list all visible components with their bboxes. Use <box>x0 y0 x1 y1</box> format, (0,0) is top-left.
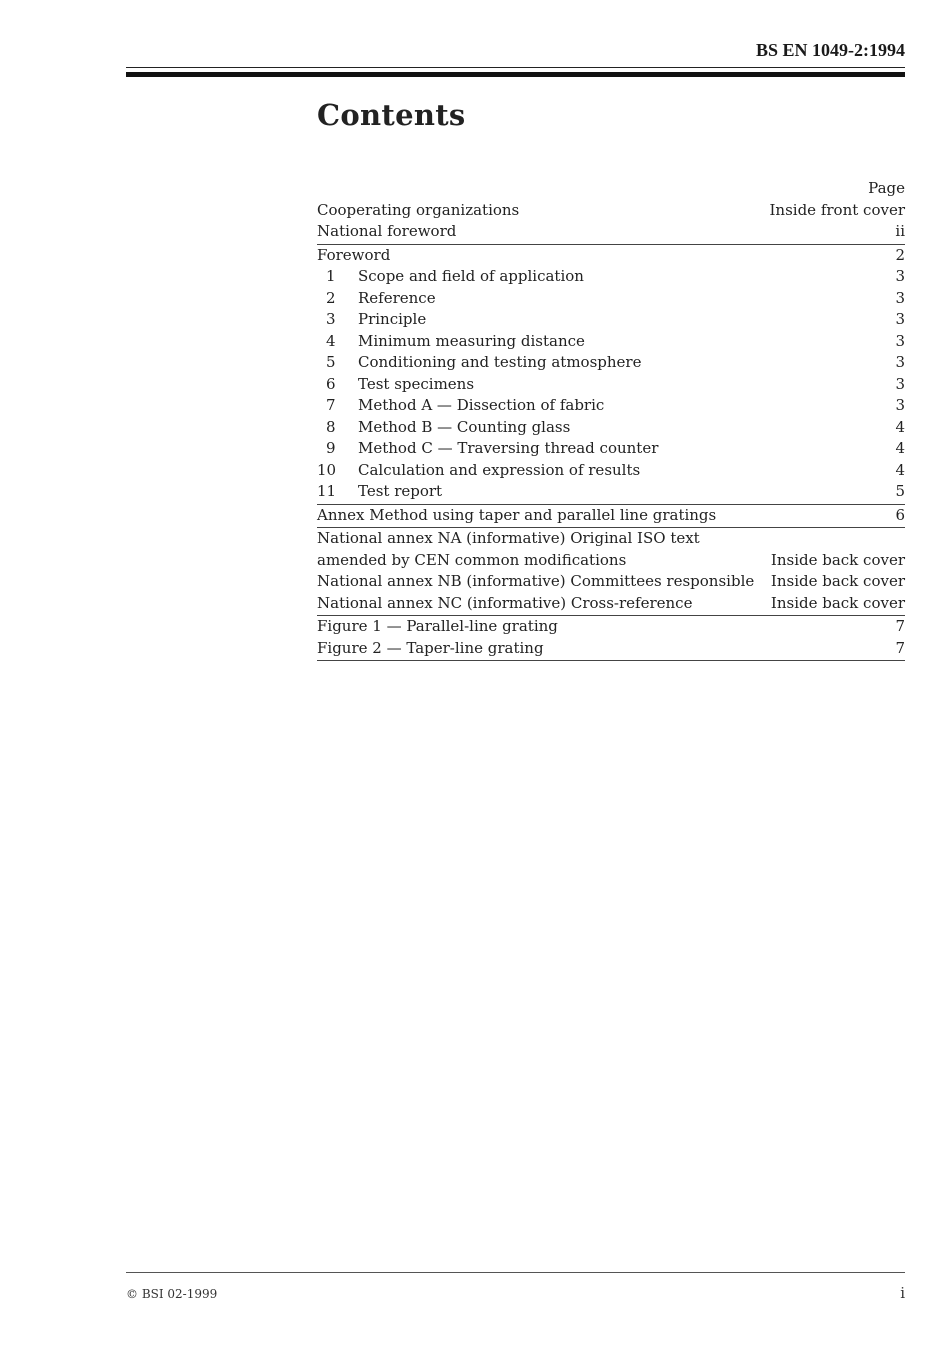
clause-title: Calculation and expression of results <box>358 460 641 479</box>
toc-entry-page: Inside back cover <box>770 572 905 590</box>
toc-entry-label: National annex NB (informative) Committees responsible <box>317 572 755 590</box>
toc-entry-page: Inside front cover <box>769 200 905 219</box>
toc-entry-clause[interactable] <box>317 417 905 439</box>
toc-entry-figure-2[interactable] <box>317 638 905 660</box>
clause-list <box>317 266 905 503</box>
toc-entry-label: Figure 1 — Parallel-line grating <box>317 617 558 635</box>
toc-entry-clause[interactable] <box>317 481 905 503</box>
toc-entry-clause[interactable] <box>317 331 905 353</box>
toc-entry-page: Inside back cover <box>770 550 905 569</box>
page-number: i <box>900 1284 905 1302</box>
header-rule-thin <box>126 67 905 68</box>
toc-entry-label <box>317 395 604 417</box>
clause-title: Conditioning and testing atmosphere <box>358 353 642 371</box>
clause-title: Method B — Counting glass <box>358 417 571 436</box>
toc-entry-label <box>317 528 700 571</box>
toc-entry-clause[interactable] <box>317 438 905 460</box>
clause-number: 11 <box>317 482 337 500</box>
toc-entry-label: Annex Method using taper and parallel line gratings <box>317 505 717 524</box>
clause-title: Reference <box>358 288 436 307</box>
toc-entry-page: Inside back cover <box>770 593 905 612</box>
clause-number: 10 <box>317 460 337 479</box>
toc-entry-page: 3 <box>895 353 905 371</box>
clause-number: 5 <box>326 353 336 371</box>
toc-entry-figure-1[interactable] <box>317 616 905 638</box>
toc-entry-page: 6 <box>895 505 905 524</box>
section-divider <box>317 660 905 661</box>
toc-entry-label <box>317 331 585 353</box>
toc-entry-label: Foreword <box>317 245 391 264</box>
toc-entry-label <box>317 352 641 374</box>
header-rule-thick <box>126 72 905 77</box>
toc-entry-national-annex-nc[interactable] <box>317 593 905 615</box>
toc-entry-page: 4 <box>895 417 905 436</box>
toc-entry-clause[interactable] <box>317 395 905 417</box>
toc-entry-page: 3 <box>895 288 905 307</box>
clause-number: 8 <box>326 417 336 436</box>
toc-entry-page: 3 <box>895 396 905 414</box>
toc-entry-page: ii <box>895 222 905 240</box>
document-number: BS EN 1049-2:1994 <box>755 40 905 60</box>
toc-entry-label <box>317 288 436 310</box>
toc-entry-label <box>317 266 584 288</box>
clause-title: Method C — Traversing thread counter <box>358 439 659 457</box>
toc-entry-label: Cooperating organizations <box>317 200 520 219</box>
page-title: Contents <box>317 98 466 132</box>
toc-entry-label-line1: National annex NA (informative) Original ISO text <box>317 529 700 547</box>
footer-rule <box>126 1272 905 1273</box>
clause-title: Principle <box>358 310 427 328</box>
toc-entry-national-foreword[interactable] <box>317 221 905 243</box>
toc-entry-clause[interactable] <box>317 288 905 310</box>
clause-number: 3 <box>326 310 336 328</box>
toc-entry-page: 5 <box>895 482 905 500</box>
clause-number: 6 <box>326 374 336 393</box>
clause-number: 2 <box>326 288 336 307</box>
clause-number: 7 <box>326 396 336 414</box>
toc-entry-page: 4 <box>895 460 905 479</box>
toc-entry-page: 7 <box>895 617 905 635</box>
toc-entry-label: Figure 2 — Taper-line grating <box>317 638 544 657</box>
toc-entry-national-annex-nb[interactable] <box>317 571 905 593</box>
toc-entry-label: National foreword <box>317 222 457 240</box>
toc-entry-page: 3 <box>895 331 905 350</box>
toc-entry-clause[interactable] <box>317 374 905 396</box>
toc-entry-clause[interactable] <box>317 309 905 331</box>
toc-entry-page: 3 <box>895 310 905 328</box>
clause-title: Test specimens <box>358 374 475 393</box>
toc-entry-label <box>317 481 442 503</box>
toc-entry-label-line2: amended by CEN common modifications <box>317 550 627 569</box>
toc-entry-page: 3 <box>895 374 905 393</box>
toc-entry-label <box>317 417 570 439</box>
table-of-contents <box>317 178 905 661</box>
toc-entry-page: 4 <box>895 439 905 457</box>
toc-entry-page: 7 <box>895 638 905 657</box>
clause-title: Method A — Dissection of fabric <box>358 396 605 414</box>
toc-entry-label <box>317 460 640 482</box>
copyright-notice: © BSI 02-1999 <box>126 1287 218 1301</box>
clause-number: 4 <box>326 331 336 350</box>
toc-entry-clause[interactable] <box>317 460 905 482</box>
toc-entry-cooperating-organizations[interactable] <box>317 200 905 222</box>
toc-entry-foreword[interactable] <box>317 245 905 267</box>
clause-number: 1 <box>326 267 336 285</box>
toc-entry-national-annex-na[interactable] <box>317 528 905 571</box>
toc-entry-label: National annex NC (informative) Cross-reference <box>317 593 693 612</box>
clause-number: 9 <box>326 439 336 457</box>
page-column-header: Page <box>868 179 905 197</box>
toc-entry-page: 3 <box>895 267 905 285</box>
toc-entry-clause[interactable] <box>317 266 905 288</box>
toc-entry-annex[interactable] <box>317 505 905 527</box>
clause-title: Scope and field of application <box>358 267 584 285</box>
clause-title: Test report <box>358 482 443 500</box>
toc-entry-clause[interactable] <box>317 352 905 374</box>
toc-entry-page: 2 <box>895 245 905 264</box>
toc-entry-label <box>317 374 474 396</box>
clause-title: Minimum measuring distance <box>358 331 585 350</box>
toc-entry-label <box>317 438 658 460</box>
toc-entry-label <box>317 309 426 331</box>
